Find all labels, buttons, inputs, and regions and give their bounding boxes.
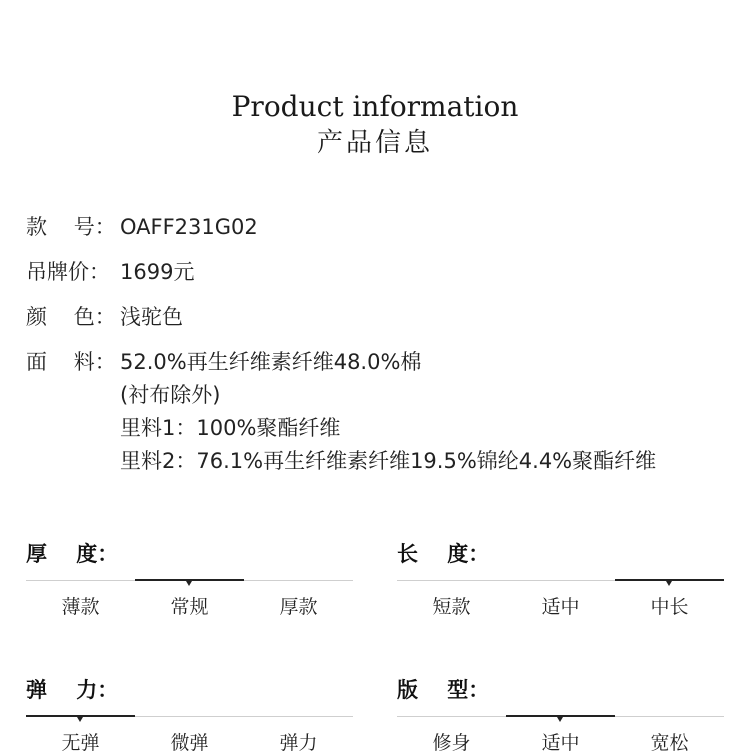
option-label: 修身 [432,732,471,754]
scale-option [135,716,244,756]
scale-option [397,580,506,620]
option-label: 弹力 [279,732,318,754]
scale-option [506,580,615,620]
option-label: 短款 [432,596,471,618]
scale-option [397,716,506,756]
fabric-line-4: 里料2：76.1%再生纤维素纤维19.5%锦纶4.4%聚酯纤维 [120,449,657,473]
thickness-title: 厚 度： [26,542,119,566]
product-info-title-cn: 产品信息 [316,128,433,158]
scale-option [615,716,724,756]
info-row-color [26,302,183,332]
option-label: 宽松 [650,732,689,754]
selected-indicator-icon [666,581,672,586]
scale-option [244,716,353,756]
color-label: 颜 色： [26,305,116,329]
option-label: 无弹 [61,732,100,754]
option-label: 常规 [170,596,209,618]
option-label: 厚款 [279,596,318,618]
product-info-title-en: Product information [231,90,519,123]
elasticity-title: 弹 力： [26,678,119,702]
scale-option [26,580,135,620]
info-row-fabric [26,347,421,377]
scale-option [135,580,244,620]
option-label: 适中 [541,596,580,618]
fabric-line-1: 52.0%再生纤维素纤维48.0%棉 [120,350,422,374]
option-label: 微弹 [170,732,209,754]
option-label: 薄款 [61,596,100,618]
scale-option [506,716,615,756]
scale-option [615,580,724,620]
style-no-label: 款 号： [26,215,116,239]
length-title: 长 度： [397,542,490,566]
fit-scale [397,716,724,756]
color-value: 浅驼色 [120,305,183,329]
thickness-scale [26,580,353,620]
style-no-value: OAFF231G02 [120,215,258,239]
scale-option [26,716,135,756]
option-label: 中长 [650,596,689,618]
selected-indicator-icon [77,717,83,722]
option-label: 适中 [541,732,580,754]
price-label: 吊牌价： [26,260,110,284]
fabric-line-2: (衬布除外) [120,383,221,407]
elasticity-scale [26,716,353,756]
selected-indicator-icon [186,581,192,586]
fabric-line-3: 里料1：100%聚酯纤维 [120,416,341,440]
length-scale [397,580,724,620]
price-value: 1699元 [120,260,195,284]
fit-title: 版 型： [397,678,490,702]
info-row-price [26,257,194,287]
selected-indicator-icon [557,717,563,722]
info-row-style-no [26,212,258,242]
fabric-label: 面 料： [26,350,116,374]
scale-option [244,580,353,620]
